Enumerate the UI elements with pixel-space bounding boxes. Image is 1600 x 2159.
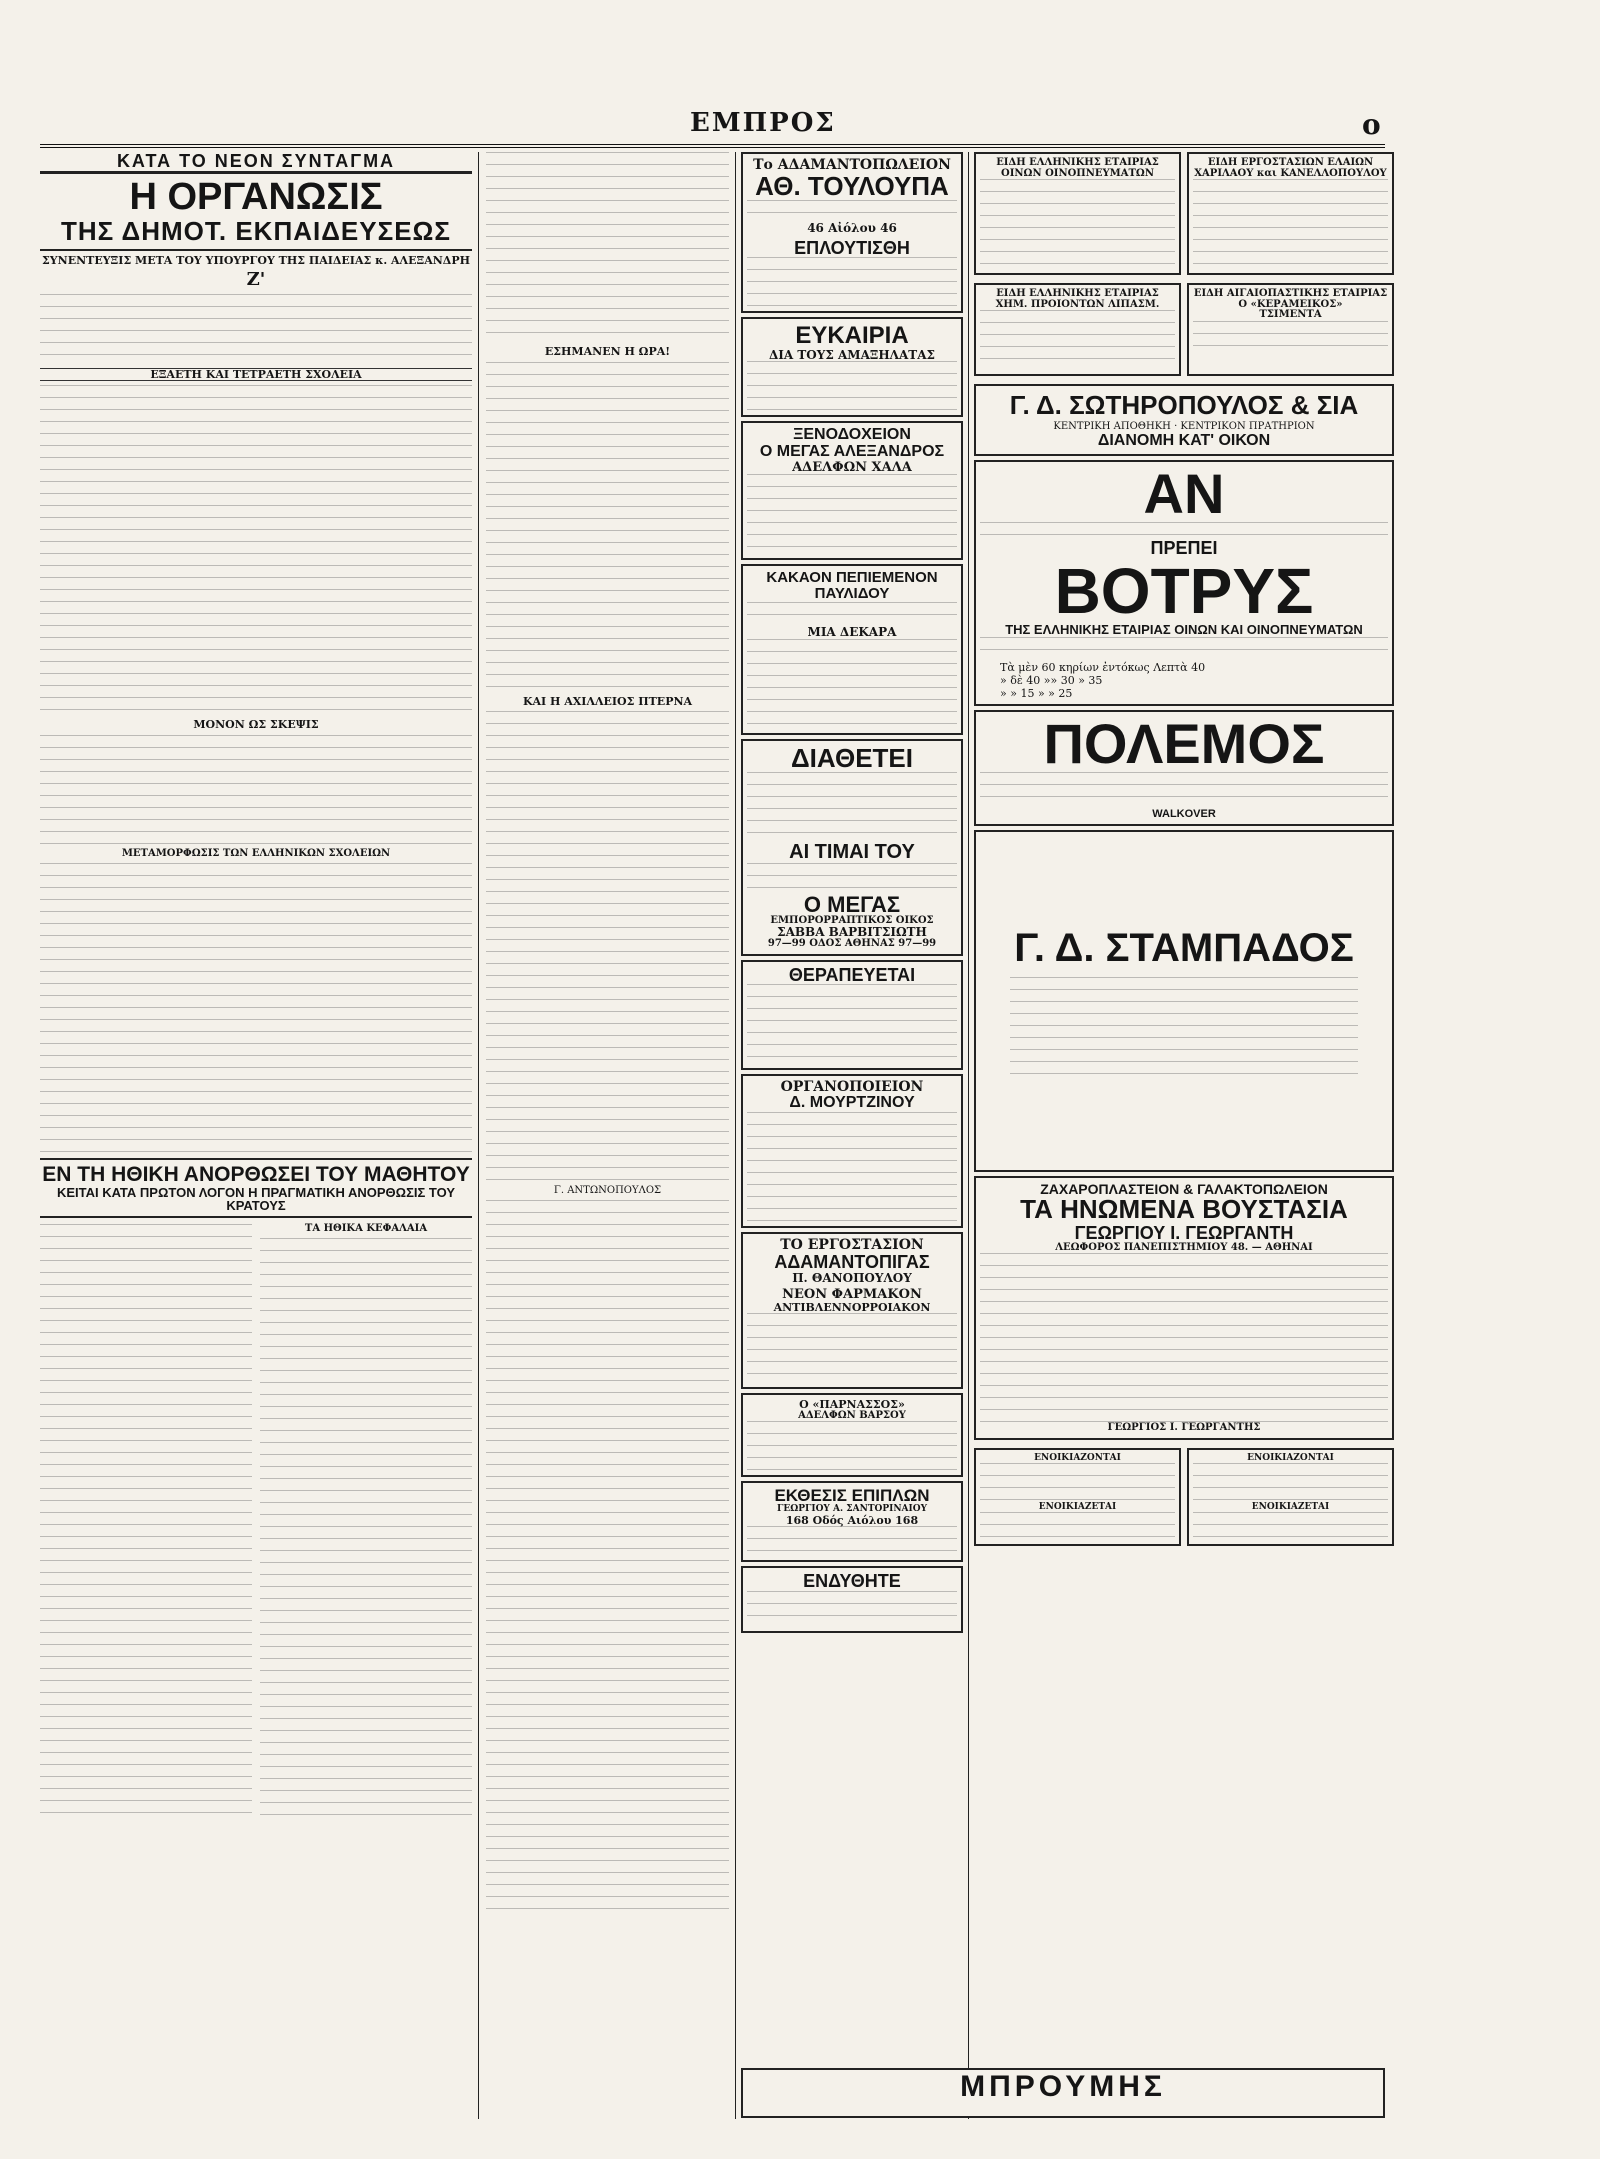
ad-title: ΜΠΡΟΥΜΗΣ	[960, 2070, 1166, 2103]
ad-address: 168 Οδός Αιόλου 168	[785, 1513, 919, 1527]
price-list	[980, 661, 1388, 700]
body-text-block	[486, 711, 729, 1181]
ad-title: ΘΕΡΑΠΕΥΕΤΑΙ	[788, 964, 916, 985]
ad-text	[980, 772, 1388, 808]
page-number: ο	[1362, 108, 1381, 141]
subheading: ΚΑΙ Η ΑΧΙΛΛΕΙΟΣ ΠΤΕΡΝΑ	[522, 694, 693, 708]
ad-heading: ΕΙΔΗ ΑΙΓΑΙΟΠΑΣΤΙΚΗΣ ΕΤΑΙΡΙΑΣ Ο «ΚΕΡΑΜΕΙΚΟΣ»	[1193, 288, 1388, 310]
ad-subtitle: ΤΣΙΜΕΝΤΑ	[1259, 309, 1322, 320]
price-row: » δὲ 40 »» 30 » 35	[1000, 673, 1103, 687]
headline: Η ΟΡΓΑΝΩΣΙΣ	[129, 175, 383, 218]
ad-text	[980, 310, 1175, 370]
ad-text	[1010, 977, 1358, 1077]
ad-text	[747, 772, 957, 842]
ad-subtitle: ΕΜΠΟΡΟΡΡΑΠΤΙΚΟΣ ΟΙΚΟΣ	[770, 914, 934, 926]
headline: ΤΗΣ ΔΗΜΟΤ. ΕΚΠΑΙΔΕΥΣΕΩΣ	[61, 215, 451, 246]
ad-block	[741, 1232, 963, 1389]
ad-heading: ΕΙΔΗ ΕΛΛΗΝΙΚΗΣ ΕΤΑΙΡΙΑΣ ΧΗΜ. ΠΡΟΙΟΝΤΩΝ ΛΙΠΑΣΜ.	[995, 288, 1160, 310]
subheading: ΜΟΝΟΝ ΩΣ ΣΚΕΨΙΣ	[193, 718, 319, 732]
ad-heading: Το ΑΔΑΜΑΝΤΟΠΩΛΕΙΟΝ	[753, 157, 951, 173]
ad-block	[741, 960, 963, 1071]
ad-price: ΜΙΑ ΔΕΚΑΡΑ	[807, 624, 897, 639]
ad-heading: ΖΑΧΑΡΟΠΛΑΣΤΕΙΟΝ & ΓΑΛΑΚΤΟΠΩΛΕΙΟΝ	[1040, 1180, 1328, 1197]
subheading: ΜΕΤΑΜΟΡΦΩΣΙΣ ΤΩΝ ΕΛΛΗΝΙΚΩΝ ΣΧΟΛΕΙΩΝ	[121, 847, 391, 859]
ad-block	[974, 152, 1181, 275]
ad-headline: ΠΟΛΕΜΟΣ	[1043, 711, 1325, 775]
ad-title: ΕΚΘΕΣΙΣ ΕΠΙΠΛΩΝ	[774, 1486, 930, 1506]
article-body	[40, 294, 472, 1154]
masthead-rule	[40, 144, 1385, 148]
brand: WALKOVER	[1152, 807, 1216, 820]
ad-block	[741, 421, 963, 560]
classifieds	[974, 1444, 1394, 1551]
ad-text	[747, 1112, 957, 1222]
ad-block	[974, 460, 1394, 706]
ad-heading: ΕΙΔΗ ΕΛΛΗΝΙΚΗΣ ΕΤΑΙΡΙΑΣ ΟΙΝΩΝ ΟΙΝΟΠΝΕΥΜΑΤΩΝ	[996, 157, 1159, 179]
ad-title: ΑΙ ΤΙΜΑΙ ΤΟΥ	[789, 840, 915, 863]
ad-text	[747, 639, 957, 729]
ad-text	[747, 1526, 957, 1556]
ad-title: ΤΟ ΕΡΓΟΣΤΑΣΙΟΝ	[780, 1236, 924, 1253]
ad-block	[741, 564, 963, 734]
ad-text	[747, 1421, 957, 1471]
price-row: » » 15 » » 25	[1000, 686, 1073, 700]
classified-heading: ΕΝΟΙΚΙΑΖΕΤΑΙ	[1251, 1501, 1330, 1512]
article-body	[40, 1224, 472, 1824]
firm-name: Γ. Δ. ΣΩΤΗΡΟΠΟΥΛΟΣ & ΣΙΑ	[1009, 390, 1359, 420]
body-text-block	[40, 1224, 252, 1824]
ad-text	[980, 637, 1388, 661]
body-text-block	[486, 152, 729, 342]
signature: Γ. ΑΝΤΩΝΟΠΟΥΛΟΣ	[553, 1185, 662, 1197]
ad-name: Ο ΜΕΓΑΣ ΑΛΕΞΑΝΔΡΟΣ	[759, 443, 945, 461]
ad-title: ΕΝΔΥΘΗΤΕ	[803, 1571, 901, 1592]
classified-heading: ΕΝΟΙΚΙΑΖΟΝΤΑΙ	[1034, 1452, 1121, 1463]
ad-headline: ΑΝ	[1143, 462, 1225, 525]
body-text-block	[40, 385, 472, 715]
ad-subtitle: ΤΗΣ ΕΛΛΗΝΙΚΗΣ ΕΤΑΙΡΙΑΣ ΟΙΝΩΝ ΚΑΙ ΟΙΝΟΠΝΕΥΜΑΤΩΝ	[1005, 622, 1363, 637]
ad-text	[980, 1463, 1175, 1503]
ad-title: ΞΕΝΟΔΟΧΕΙΟΝ	[793, 426, 911, 444]
ad-text	[747, 361, 957, 411]
ad-headline: ΒΟΤΡΥΣ	[1054, 555, 1314, 627]
ad-address: 46 Αἰόλου 46	[807, 220, 897, 235]
ad-title: ΝΕΟΝ ΦΑΡΜΑΚΟΝ	[782, 1287, 922, 1303]
ad-text	[1193, 321, 1388, 351]
ad-title: ΔΙΑΘΕΤΕΙ	[790, 742, 913, 773]
ad-block	[974, 830, 1394, 1172]
deck: ΣΥΝΕΝΤΕΥΞΙΣ ΜΕΤΑ ΤΟΥ ΥΠΟΥΡΓΟΥ ΤΗΣ ΠΑΙΔΕΙΑΣ κ. ΑΛΕΞΑΝΔΡΗ	[42, 254, 470, 268]
ad-name: ΓΕΩΡΓΙΟΥ Α. ΣΑΝΤΟΡΙΝΑΙΟΥ	[776, 1504, 928, 1515]
subheading: ΤΑ ΗΘΙΚΑ ΚΕΦΑΛΑΙΑ	[304, 1222, 428, 1234]
ad-text	[747, 602, 957, 626]
ad-heading: ΕΙΔΗ ΕΡΓΟΣΤΑΣΙΩΝ ΕΛΑΙΩΝ ΧΑΡΙΛΑΟΥ και ΚΑΝΕΛΛΟΠΟΥΛΟΥ	[1194, 157, 1387, 179]
ad-text	[1193, 1512, 1388, 1540]
classified-heading: ΕΝΟΙΚΙΑΖΟΝΤΑΙ	[1247, 1452, 1334, 1463]
ad-headline: ΠΡΕΠΕΙ	[1150, 538, 1218, 558]
ad-title: ΤΑ ΗΝΩΜΕΝΑ ΒΟΥΣΤΑΣΙΑ	[1020, 1194, 1348, 1225]
ad-block	[741, 1393, 963, 1477]
ad-text	[747, 257, 957, 307]
ad-text	[747, 474, 957, 554]
ad-title: ΚΑΚΑΟΝ ΠΕΠΙΕΜΕΝΟΝ ΠΑΥΛΙΔΟΥ	[766, 569, 938, 603]
ad-text	[1193, 179, 1388, 269]
ad-block	[741, 1481, 963, 1562]
subheading: ΕΞΑΕΤΗ ΚΑΙ ΤΕΤΡΑΕΤΗ ΣΧΟΛΕΙΑ	[40, 368, 472, 382]
ads-column-3	[741, 152, 963, 2119]
firm-delivery: ΔΙΑΝΟΜΗ ΚΑΤ' ΟΙΚΟΝ	[1097, 432, 1271, 449]
ad-block	[741, 1074, 963, 1227]
kicker: ΚΑΤΑ ΤΟ ΝΕΟΝ ΣΥΝΤΑΓΜΑ	[40, 152, 472, 174]
ad-name: Δ. ΜΟΥΡΤΖΙΝΟΥ	[789, 1094, 915, 1112]
ad-row	[974, 279, 1394, 380]
ad-block	[741, 317, 963, 417]
ad-row	[974, 152, 1394, 279]
ad-block	[741, 739, 963, 956]
ad-block	[741, 1566, 963, 1633]
ad-block	[1187, 283, 1394, 376]
ad-block	[1187, 152, 1394, 275]
ad-text	[980, 522, 1388, 538]
ad-name: ΣΑΒΒΑ ΒΑΡΒΙΤΣΙΩΤΗ	[777, 925, 927, 940]
column-rule	[478, 152, 479, 2119]
column-rule	[735, 152, 736, 2119]
ad-owner: ΓΕΩΡΓΙΟΥ Ι. ΓΕΩΡΓΑΝΤΗ	[1074, 1222, 1294, 1243]
body-text-block	[486, 1200, 729, 1920]
ad-text	[747, 1591, 957, 1627]
part-number: Ζ'	[246, 268, 266, 290]
ad-headline: Γ. Δ. ΣΤΑΜΠΑΔΟΣ	[1014, 925, 1354, 970]
ad-address: 97—99 ΟΔΟΣ ΑΘΗΝΑΣ 97—99	[767, 938, 937, 950]
ad-title: ΕΥΚΑΙΡΙΑ	[795, 322, 909, 350]
firm-line: ΚΕΝΤΡΙΚΗ ΑΠΟΘΗΚΗ · ΚΕΝΤΡΙΚΟΝ ΠΡΑΤΗΡΙΟΝ	[1053, 421, 1315, 432]
article-column-2	[486, 152, 729, 2119]
masthead	[0, 0, 1600, 150]
newspaper-title: ΕΜΠΡΟΣ	[690, 108, 836, 138]
ad-owner: ΑΔΕΛΦΩΝ ΧΑΛΑ	[792, 459, 912, 475]
ad-subtitle: ΑΝΤΙΒΛΕΝΝΟΡΡΟΙΑΚΟΝ	[773, 1300, 931, 1314]
ad-title: ΑΘ. ΤΟΥΛΟΥΠΑ	[755, 170, 949, 201]
column-rule	[968, 152, 969, 2119]
price-row: Τὰ μὲν 60 κηρίων ἐντόκως Λεπτὰ 40	[1000, 660, 1206, 674]
ad-text	[747, 863, 957, 893]
ads-column-4	[974, 152, 1394, 2059]
ad-title: Ο ΜΕΓΑΣ	[803, 891, 901, 917]
ad-text	[980, 179, 1175, 269]
headline: ΚΕΙΤΑΙ ΚΑΤΑ ΠΡΩΤΟΝ ΛΟΓΟΝ Η ΠΡΑΓΜΑΤΙΚΗ ΑΝΟΡΘΩΣΙΣ ΤΟΥ ΚΡΑΤΟΥΣ	[40, 1186, 472, 1218]
headline: ΕΝ ΤΗ ΗΘΙΚΗ ΑΝΟΡΘΩΣΕΙ ΤΟΥ ΜΑΘΗΤΟΥ	[42, 1162, 470, 1186]
body-text-block	[40, 735, 472, 845]
ad-signature: ΓΕΩΡΓΙΟΣ Ι. ΓΕΩΡΓΑΝΤΗΣ	[1107, 1422, 1261, 1434]
body-text-block	[260, 1238, 472, 1818]
body-text-block	[40, 294, 472, 364]
ad-block-wide	[741, 2068, 1385, 2118]
ad-title: ΕΠΛΟΥΤΙΣΘΗ	[794, 237, 910, 258]
ad-subtitle: ΑΔΕΛΦΩΝ ΒΑΡΣΟΥ	[798, 1409, 906, 1421]
ad-text	[980, 1512, 1175, 1540]
ad-block	[974, 283, 1181, 376]
ad-text	[747, 1313, 957, 1383]
ad-block	[974, 384, 1394, 456]
ad-subtitle: ΔΙΑ ΤΟΥΣ ΑΜΑΞΗΛΑΤΑΣ	[768, 347, 936, 362]
ad-block	[974, 710, 1394, 826]
divider	[40, 249, 472, 251]
ad-text	[747, 984, 957, 1064]
ad-name: ΑΔΑΜΑΝΤΟΠΙΓΑΣ	[774, 1251, 930, 1272]
ad-text	[1193, 1463, 1388, 1503]
ad-title: Ο «ΠΑΡΝΑΣΣΟΣ»	[799, 1398, 905, 1412]
classified-heading: ΕΝΟΙΚΙΑΖΕΤΑΙ	[1038, 1501, 1117, 1512]
ad-address: ΛΕΩΦΟΡΟΣ ΠΑΝΕΠΙΣΤΗΜΙΟΥ 48. — ΑΘΗΝΑΙ	[1055, 1241, 1313, 1253]
body-text-block	[40, 863, 472, 1163]
ad-text	[747, 200, 957, 222]
ad-text	[980, 1253, 1388, 1423]
ad-title: ΟΡΓΑΝΟΠΟΙΕΙΟΝ	[780, 1079, 924, 1096]
classified-ad	[1187, 1448, 1394, 1547]
body-text-block	[486, 362, 729, 692]
ad-block	[974, 1176, 1394, 1440]
subheading: ΕΣΗΜΑΝΕΝ Η ΩΡΑ!	[544, 345, 671, 358]
ad-block	[741, 152, 963, 313]
ad-owner: Π. ΘΑΝΟΠΟΥΛΟΥ	[792, 1270, 912, 1285]
classified-ad	[974, 1448, 1181, 1547]
article-column-1	[40, 152, 472, 2119]
